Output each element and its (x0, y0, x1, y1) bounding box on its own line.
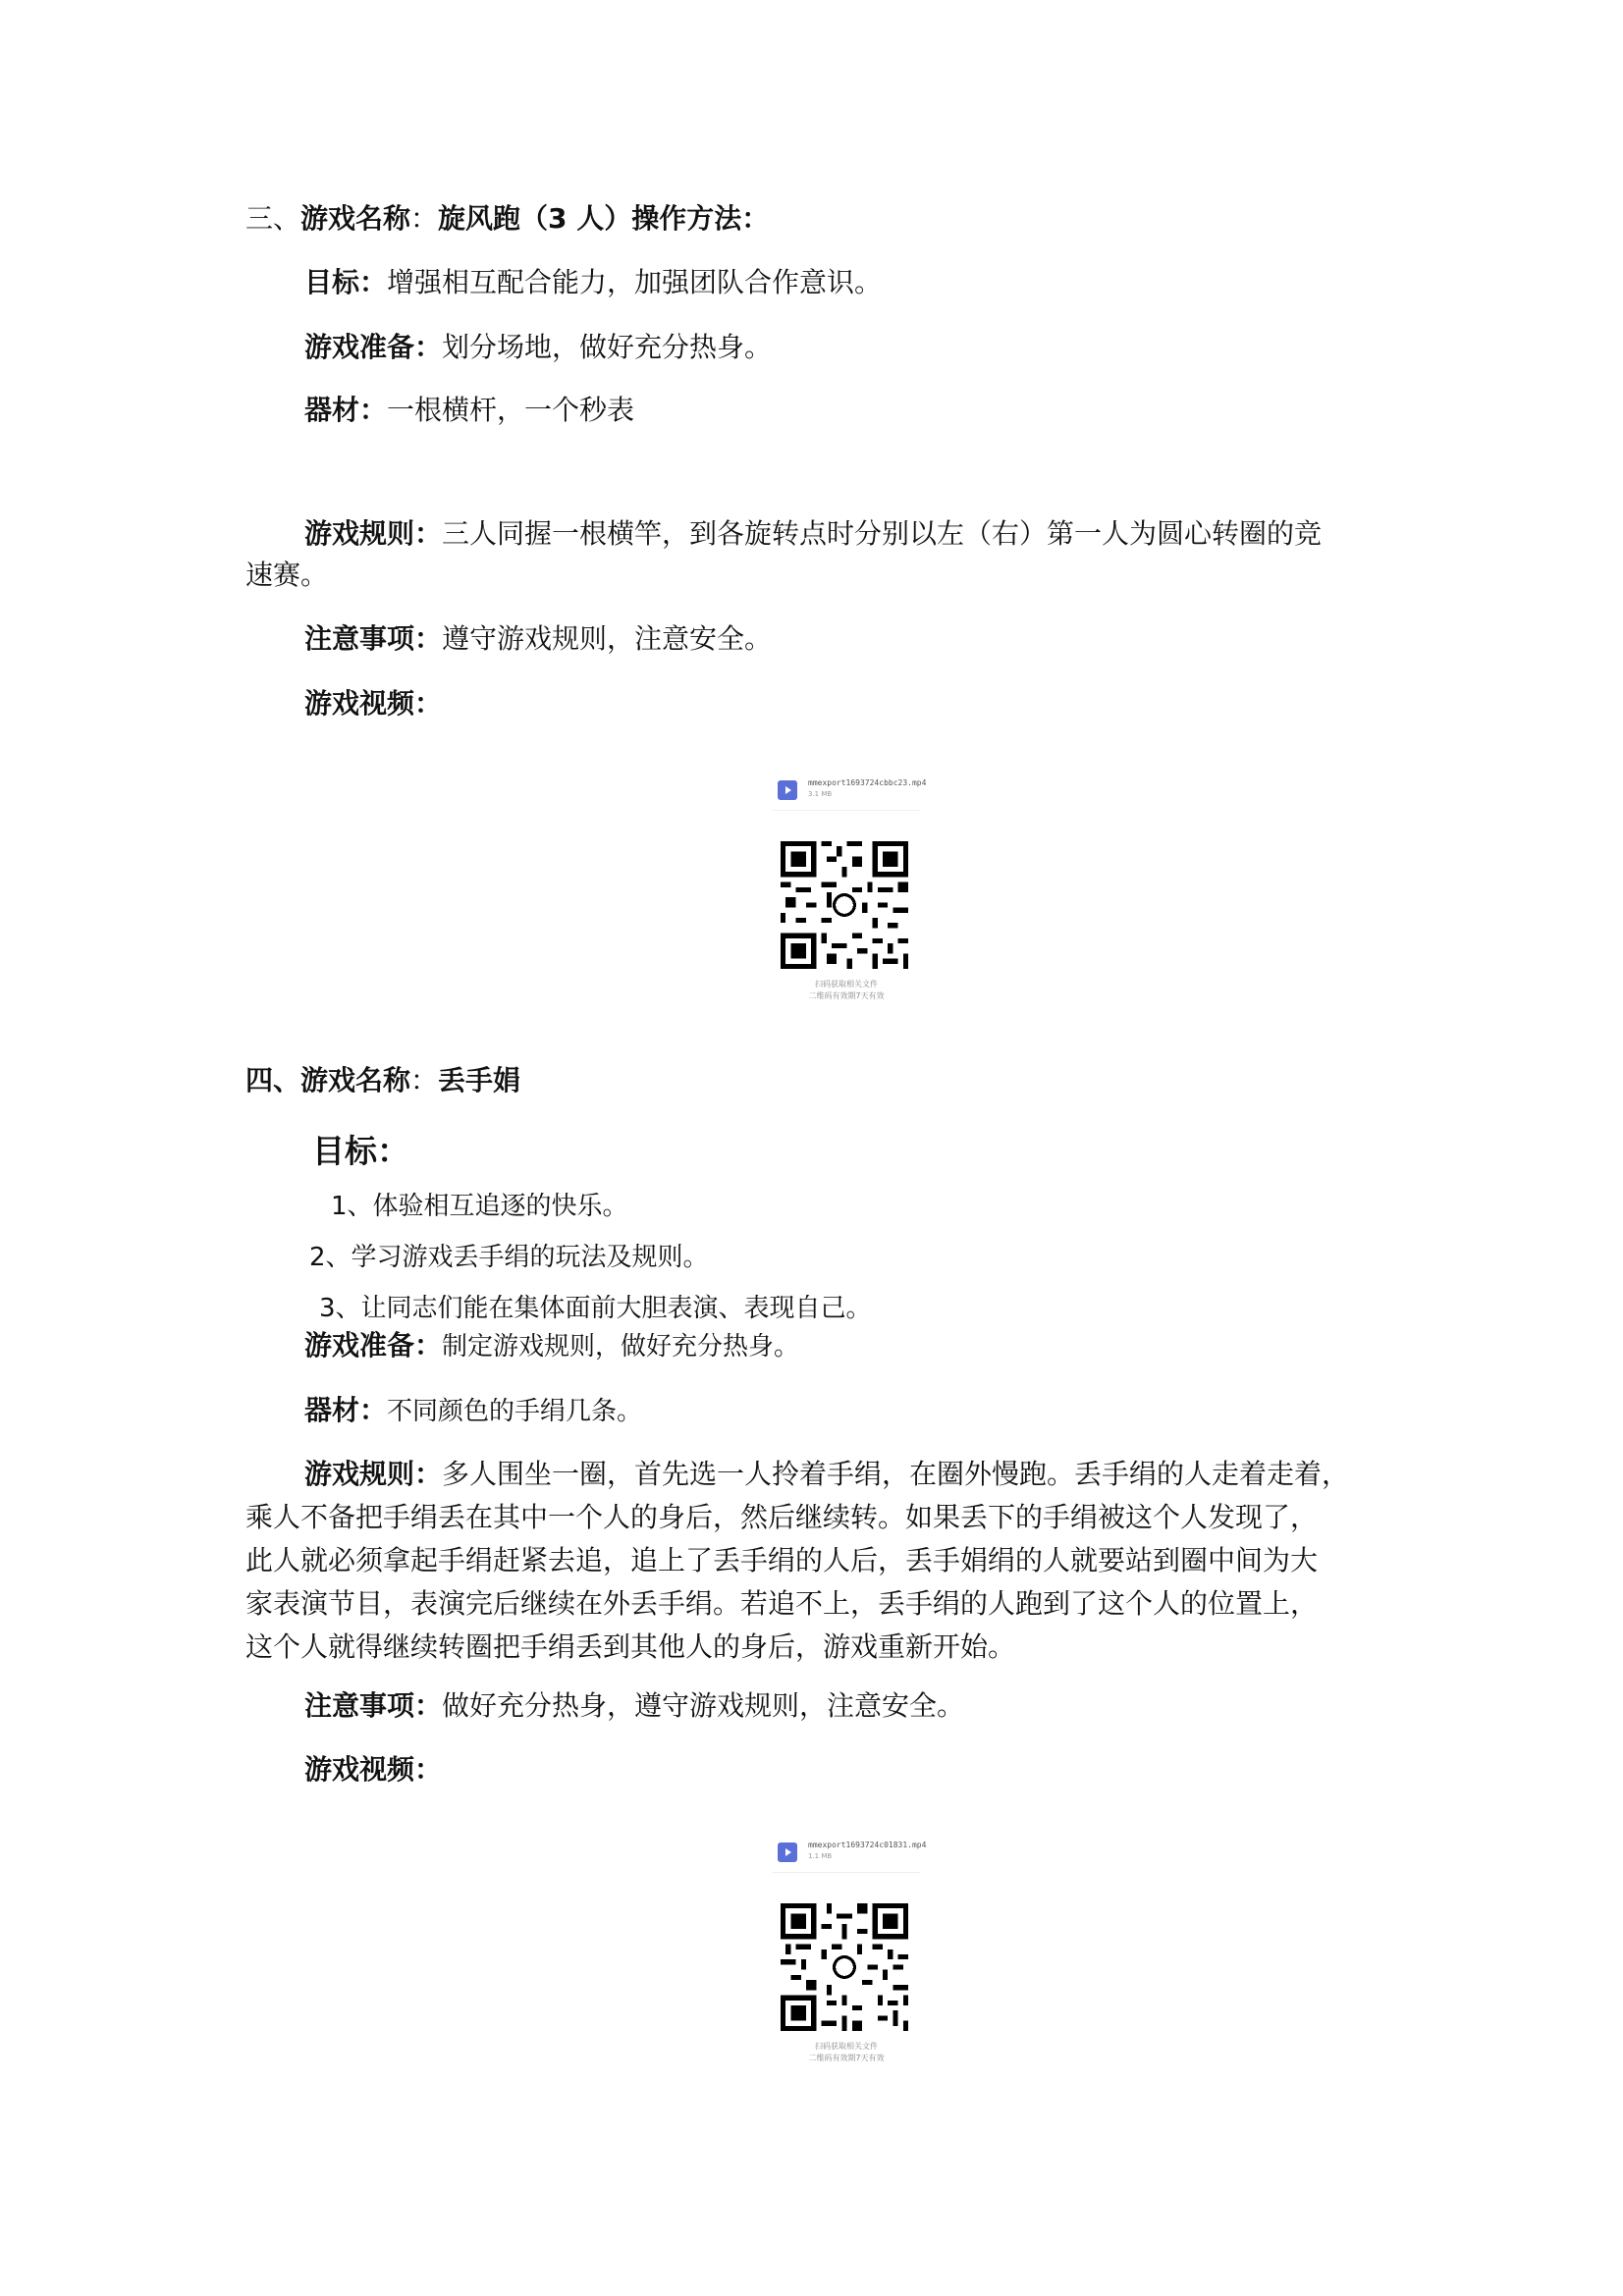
section3-video-card[interactable]: mmexport1693724cbbc23.mp4 3.1 MB 扫码获取相关文件 二维码有效期7天有效 (773, 771, 920, 1016)
play-icon (778, 1842, 797, 1862)
section4-goal-label: 目标： (312, 1132, 409, 1170)
section3-heading: 三、游戏名称：旋风跑（3 人）操作方法： (245, 202, 770, 235)
goal-item: 1、体验相互追逐的快乐。 (331, 1192, 628, 1221)
goal-item: 3、让同志们能在集体面前大胆表演、表现自己。 (319, 1294, 872, 1323)
section3-notes: 注意事项：遵守游戏规则，注意安全。 (304, 622, 773, 655)
section3-rules: 游戏规则：三人同握一根横竿，到各旋转点时分别以左（右）第一人为圆心转圈的竞 (304, 517, 1323, 550)
section4-video-label: 游戏视频： (304, 1753, 443, 1786)
section4-prep: 游戏准备：制定游戏规则，做好充分热身。 (304, 1329, 800, 1362)
section4-video-card[interactable]: mmexport1693724c01831.mp4 1.1 MB 扫码获取相关文件 二维码有效期7天有效 (773, 1833, 920, 2078)
play-icon (778, 780, 797, 800)
section4-rules: 游戏规则：多人围坐一圈，首先选一人拎着手绢，在圈外慢跑。丢手绢的人走着走着， 乘人不备把手绢丢在其中一个人的身后，然后继续转。如果丢下的手绢被这个人发现了， 此人就必须拿起手绢赶紧去追，追上了丢手绢的人后，丢手娟绢的人就要站到圈中间为大 家表演节目，表演完后继续在外丢手绢。若追不上，丢手绢的人跑到了这个人的位置上， 这个人就得继续转圈把手绢丢到其他人的身后，游戏重新开始。 (245, 1458, 1350, 1663)
section4-equipment: 器材：不同颜色的手绢几条。 (304, 1394, 643, 1426)
section3-rules-cont: 速赛。 (245, 559, 329, 591)
qr-code-icon[interactable] (781, 841, 908, 969)
section3-prep: 游戏准备：划分场地，做好充分热身。 (304, 331, 773, 363)
section3-equipment: 器材：一根横杆，一个秒表 (304, 394, 635, 426)
section4-notes: 注意事项：做好充分热身，遵守游戏规则，注意安全。 (304, 1689, 965, 1722)
video-file-card[interactable]: mmexport1693724c01831.mp4 1.1 MB (773, 1833, 920, 1873)
qr-code-icon[interactable] (781, 1903, 908, 2031)
section4-heading: 四、游戏名称：丢手娟 (245, 1064, 521, 1096)
goal-item: 2、学习游戏丢手绢的玩法及规则。 (309, 1243, 709, 1272)
section3-goal: 目标：增强相互配合能力，加强团队合作意识。 (304, 266, 883, 298)
section3-video-label: 游戏视频： (304, 687, 443, 720)
video-file-card[interactable]: mmexport1693724cbbc23.mp4 3.1 MB (773, 771, 920, 811)
